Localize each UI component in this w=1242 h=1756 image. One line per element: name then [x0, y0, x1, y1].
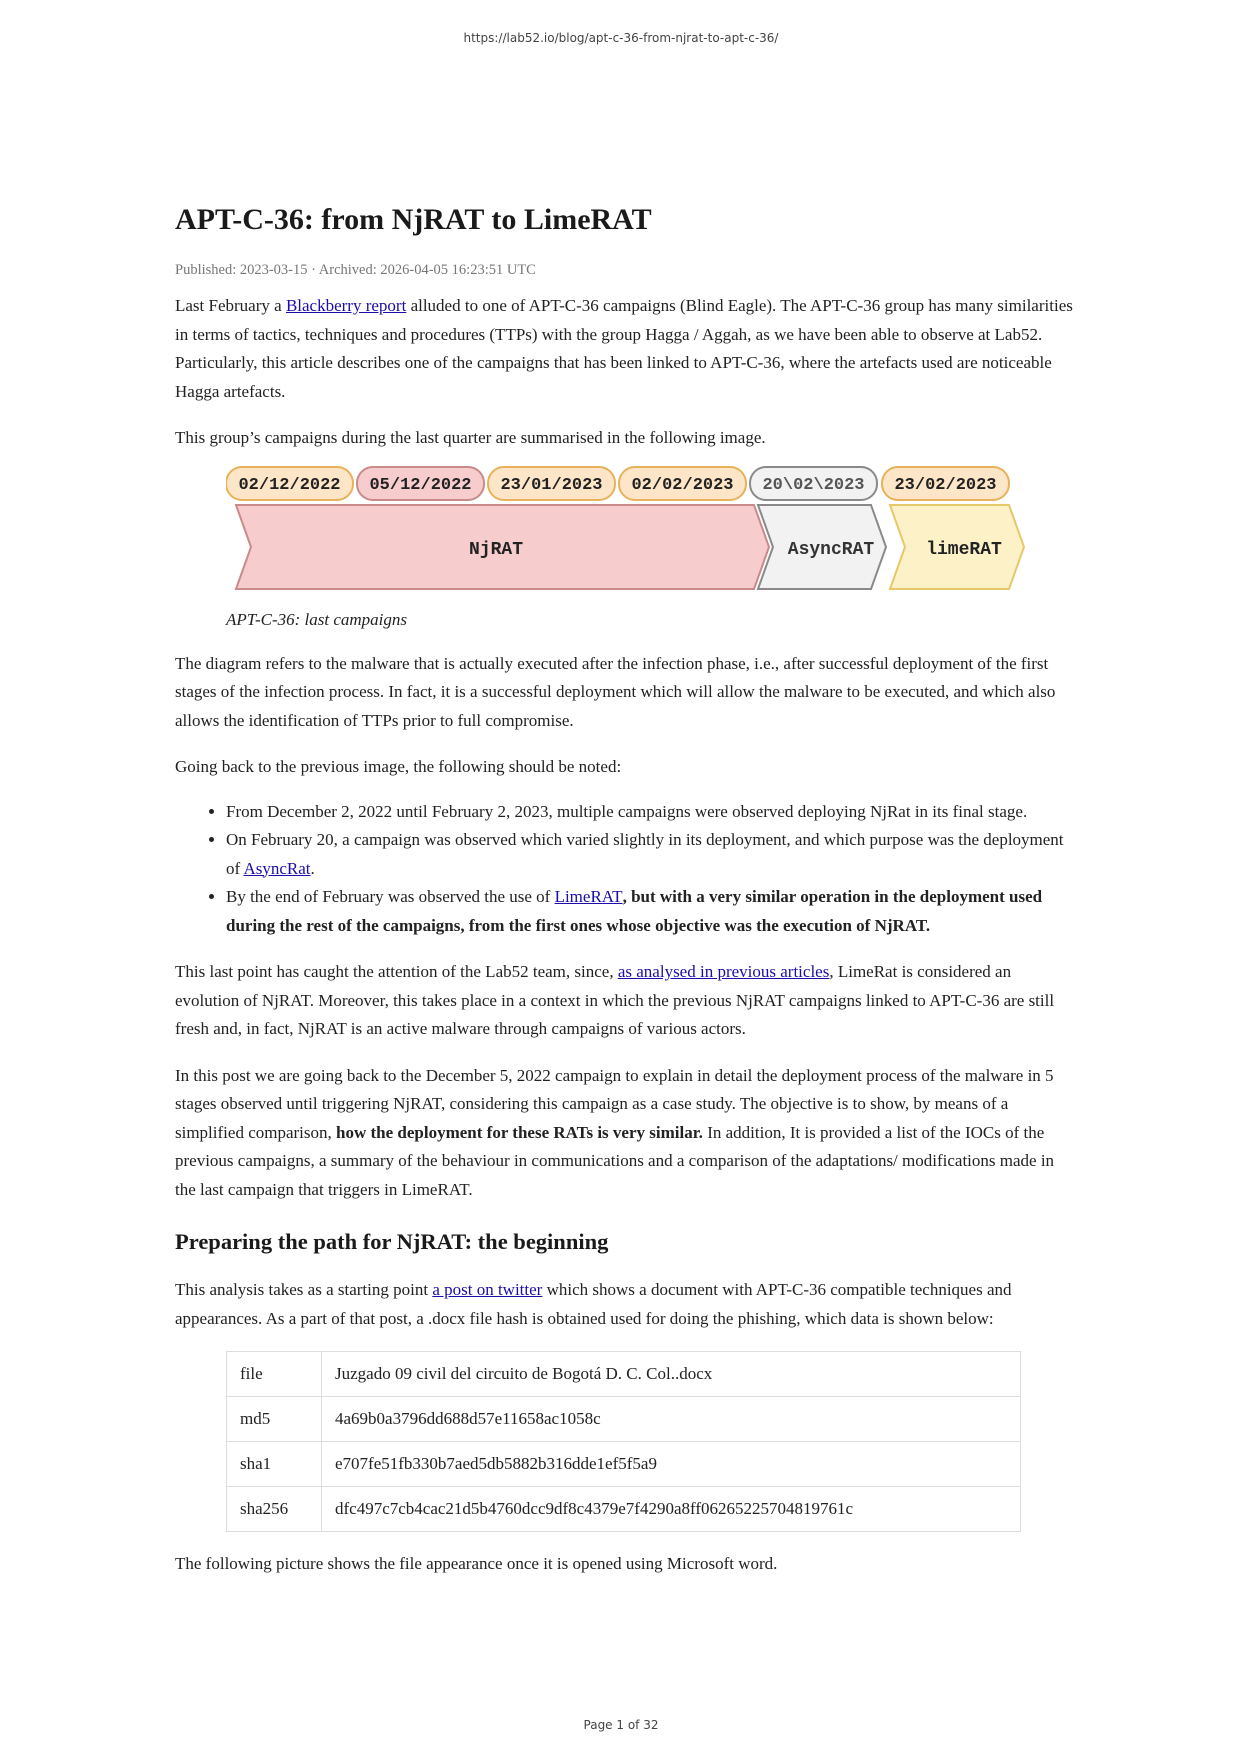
phase-limerat	[890, 505, 1024, 589]
table-row	[227, 1487, 1021, 1532]
table-value: e707fe51fb330b7aed5db5882b316dde1ef5f5a9	[322, 1442, 1021, 1487]
phase-label: limeRAT	[926, 539, 1002, 560]
limerat-link[interactable]: LimeRAT	[554, 887, 623, 906]
post-paragraph: In this post we are going back to the December 5, 2022 campaign to explain in detail the deployment process of the malware in 5 stages observed until triggering NjRAT, considering this campaign as a case study. The objective is to show, by means of a simplified comparison, how the deployment for these RATs is very similar. In addition, It is provided a list of the IOCs of the previous campaigns, a summary of the behaviour in communications and a comparison of the adaptations/ modifications made in the last campaign that triggers in LimeRAT.	[175, 1065, 1055, 1199]
page-number: Page 1 of 32	[583, 1718, 659, 1732]
date-label: 02/02/2023	[631, 475, 734, 495]
closing-paragraph: The following picture shows the file appearance once it is opened using Microsoft word.	[175, 1554, 778, 1573]
summary-paragraph: This group’s campaigns during the last quarter are summarised in the following image.	[175, 428, 766, 447]
date-pill-2	[357, 467, 484, 500]
date-label: 02/12/2022	[238, 475, 341, 495]
last-point-paragraph: This last point has caught the attention of the Lab52 team, since, as analysed in previous articles, LimeRat is considered an evolution of NjRAT. Moreover, this takes place in a context in which the previous NjRAT campaigns linked to APT-C-36 are still fresh and, in fact, NjRAT is an active malware through campaigns of various actors.	[175, 962, 1055, 1038]
campaign-timeline	[226, 465, 1026, 600]
date-label: 05/12/2022	[369, 475, 472, 495]
file-hash-table	[226, 1351, 1021, 1532]
date-pill-5	[750, 467, 877, 500]
previous-articles-link[interactable]: as analysed in previous articles	[617, 962, 830, 981]
date-pill-3	[488, 467, 615, 500]
list-item: • By the end of February was observed the use of LimeRAT, but with a very similar operation in the deployment used during the rest of the campaigns, from the first ones whose objective was the execution of NjRAT.	[226, 883, 1075, 940]
observations-list	[175, 798, 1075, 941]
table-key: sha1	[227, 1442, 322, 1487]
date-pill-1	[226, 467, 353, 500]
table-key: md5	[227, 1397, 322, 1442]
phase-label: NjRAT	[468, 539, 524, 560]
table-value: 4a69b0a3796dd688d57e11658ac1058c	[322, 1397, 1021, 1442]
article	[175, 198, 1075, 1579]
date-label: 23/01/2023	[500, 475, 603, 495]
going-back-paragraph: Going back to the previous image, the following should be noted:	[175, 757, 622, 776]
intro-paragraph: Last February a Blackberry report alluded to one of APT-C-36 campaigns (Blind Eagle). The APT-C-36 group has many similarities in terms of tactics, techniques and procedures (TTPs) with the group Hagga / Aggah, as we have been able to observe at Lab52. Particularly, this article describes one of the campaigns that has been linked to APT-C-36, where the artefacts used are noticeable Hagga artefacts.	[175, 296, 1073, 401]
figure-caption: APT-C-36: last campaigns	[226, 609, 408, 629]
table-value: dfc497c7cb4cac21d5b4760dcc9df8c4379e7f4290a8ff06265225704819761c	[322, 1487, 1021, 1532]
table-row	[227, 1352, 1021, 1397]
campaign-timeline-figure	[226, 465, 1026, 632]
blackberry-report-link[interactable]: Blackberry report	[285, 296, 407, 315]
list-item: • On February 20, a campaign was observed which varied slightly in its deployment, and which purpose was the deployment of AsyncRat.	[226, 826, 1075, 883]
twitter-post-link[interactable]: a post on twitter	[432, 1280, 543, 1299]
table-key: file	[227, 1352, 322, 1397]
asyncrat-link[interactable]: AsyncRat	[243, 858, 311, 878]
date-label: 23/02/2023	[894, 475, 997, 495]
article-title: APT-C-36: from NjRAT to LimeRAT	[175, 203, 652, 236]
table-row	[227, 1442, 1021, 1487]
table-key: sha256	[227, 1487, 322, 1532]
date-pill-4	[619, 467, 746, 500]
table-value: Juzgado 09 civil del circuito de Bogotá D. C. Col..docx	[322, 1352, 1021, 1397]
phase-njrat	[236, 505, 769, 589]
table-row	[227, 1397, 1021, 1442]
page-url: https://lab52.io/blog/apt-c-36-from-njrat-to-apt-c-36/	[463, 31, 779, 45]
analysis-paragraph: This analysis takes as a starting point a post on twitter which shows a document with APT-C-36 compatible techniques and appearances. As a part of that post, a .docx file hash is obtained used for doing the phishing, which data is shown below:	[175, 1280, 1012, 1328]
section-heading: Preparing the path for NjRAT: the beginning	[175, 1229, 609, 1254]
phase-label: AsyncRAT	[787, 539, 875, 560]
list-item: • From December 2, 2022 until February 2, 2023, multiple campaigns were observed deploying NjRat in its final stage.	[226, 798, 1075, 827]
date-label: 20\02\2023	[762, 475, 865, 495]
diagram-paragraph: The diagram refers to the malware that is actually executed after the infection phase, i.e., after successful deployment of the first stages of the infection process. In fact, it is a successful deployment which will allow the malware to be executed, and which also allows the identification of TTPs prior to full compromise.	[175, 653, 1056, 730]
phase-asyncrat	[758, 505, 886, 589]
article-meta: Published: 2023-03-15 · Archived: 2026-04-05 16:23:51 UTC	[175, 262, 536, 278]
date-pill-6	[882, 467, 1009, 500]
